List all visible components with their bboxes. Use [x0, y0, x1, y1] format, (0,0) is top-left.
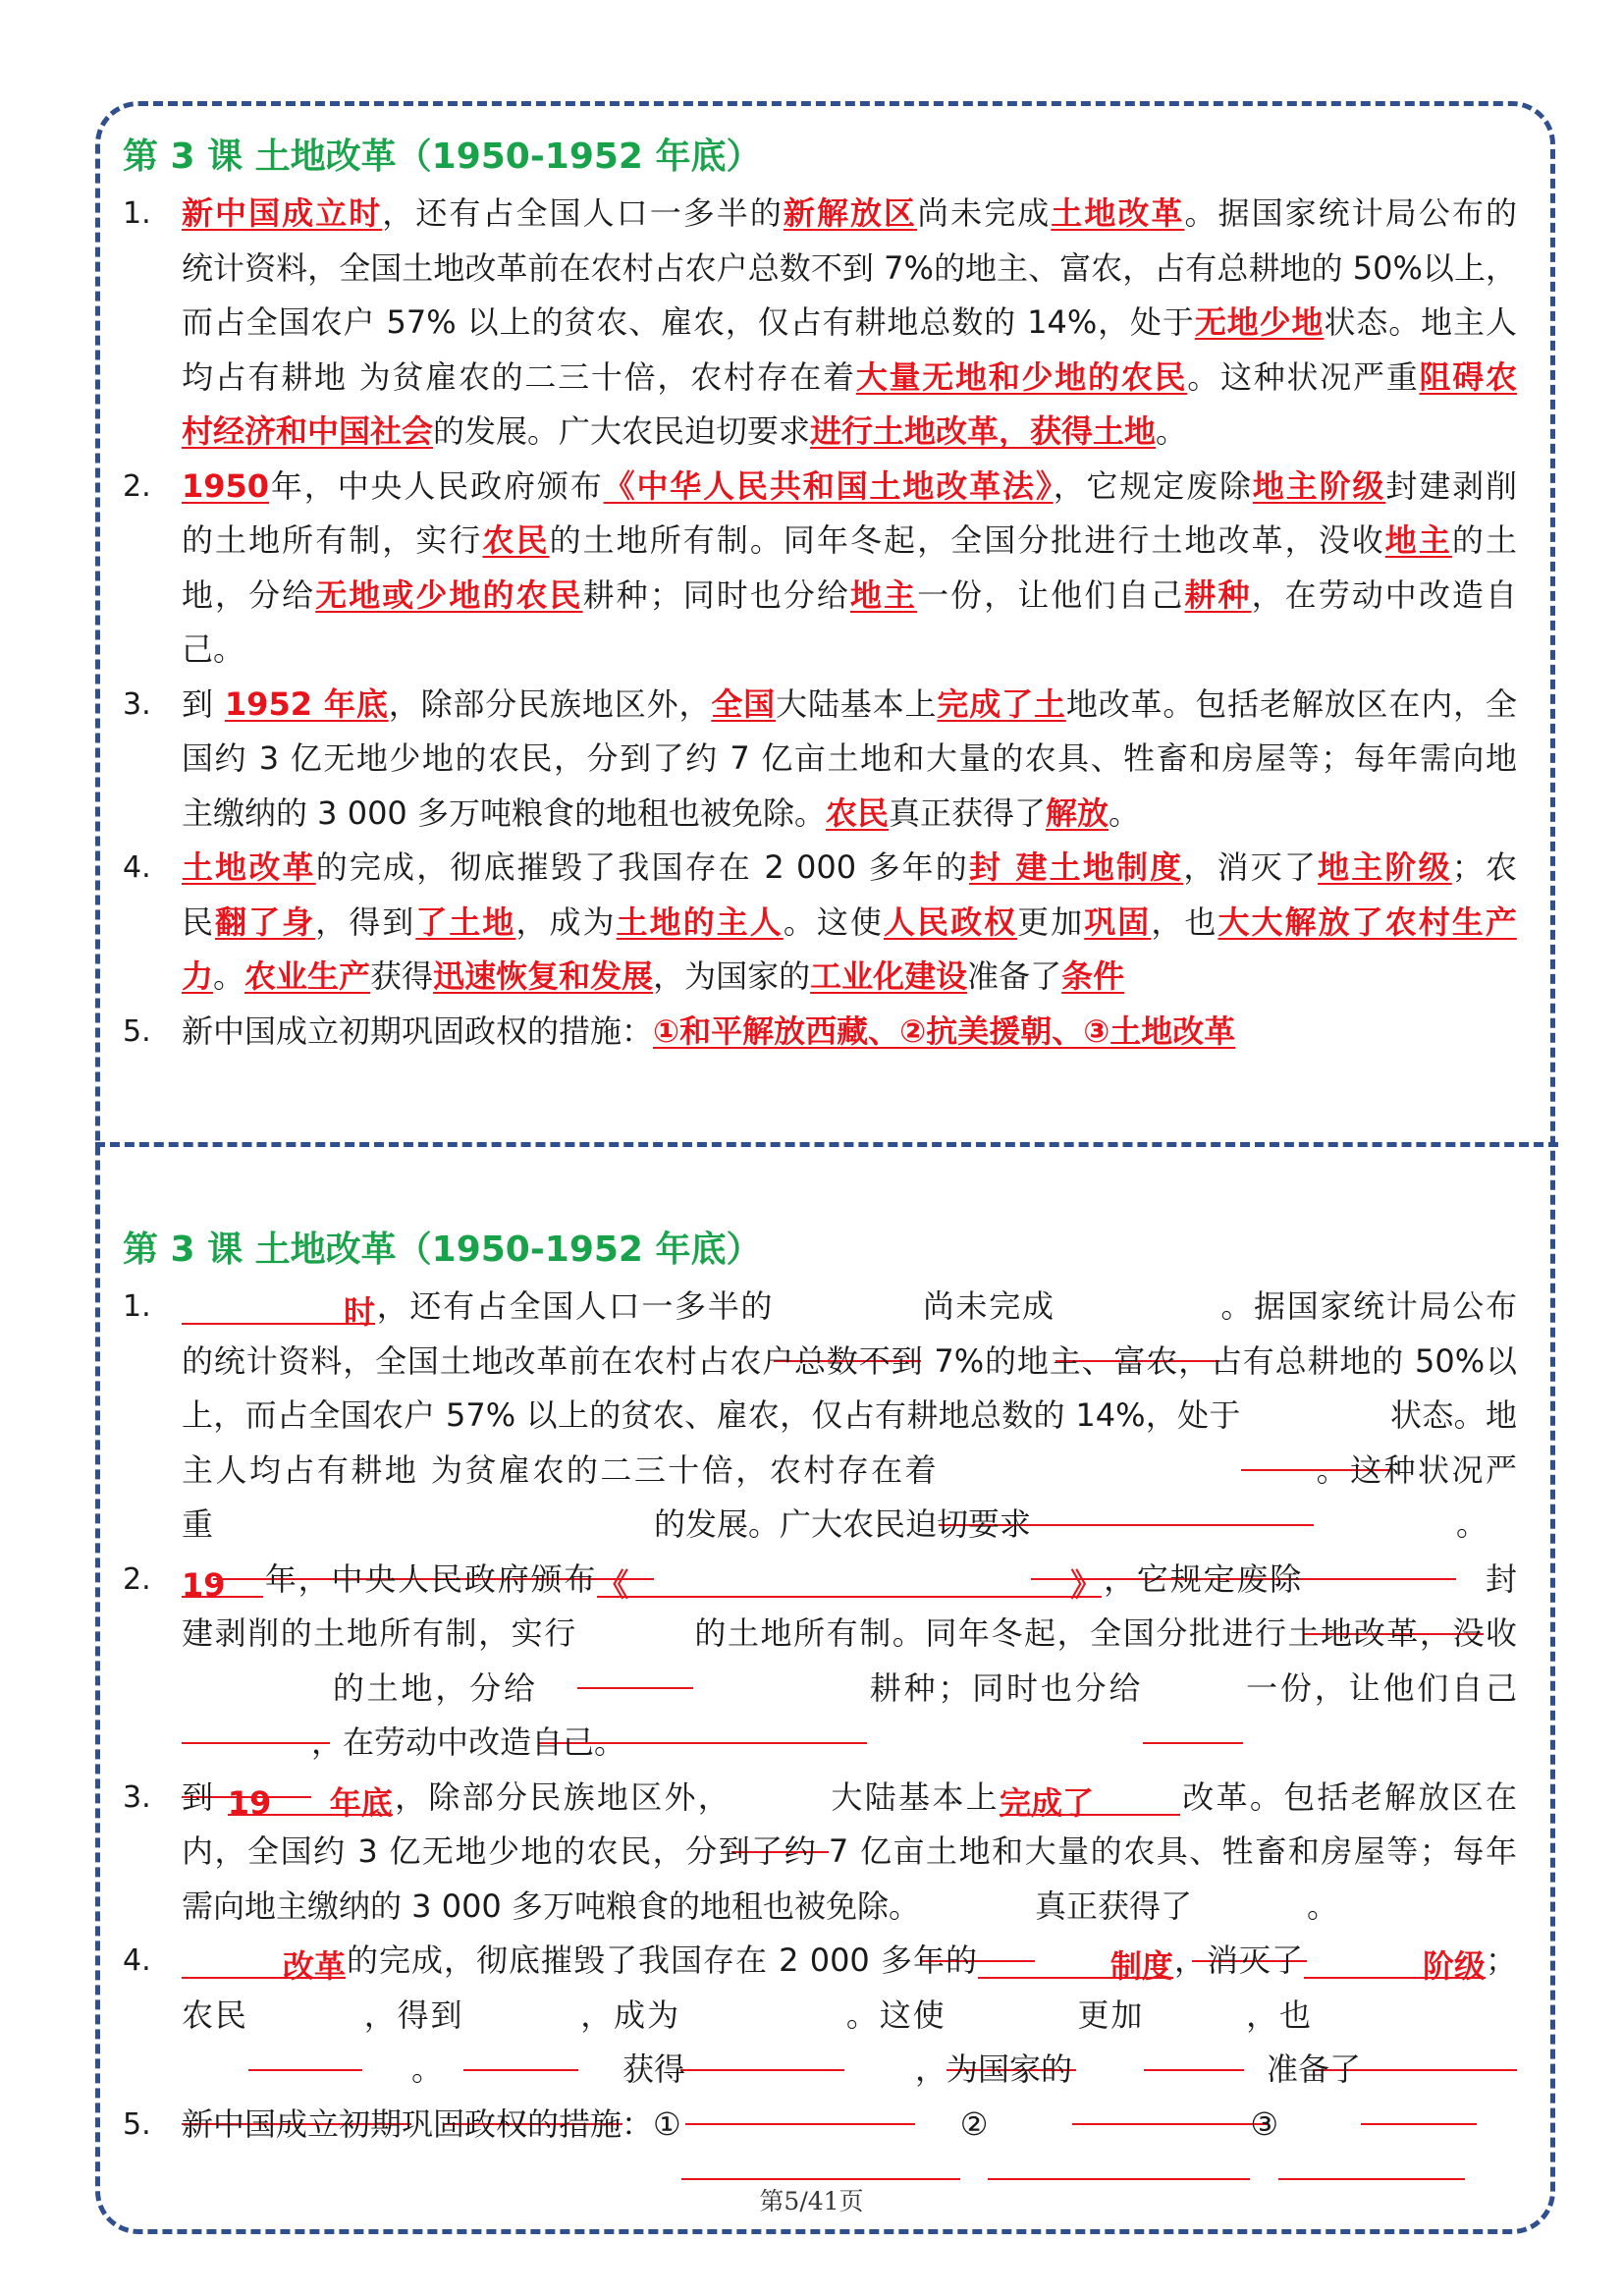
blank-prefix: 完成了 [999, 1783, 1094, 1822]
text-line [182, 1880, 1517, 1935]
body-text: 一份，让他们自己 [1243, 1668, 1517, 1707]
lesson-title: 第 3 课 土地改革（1950-1952 年底） [123, 137, 762, 177]
body-text: 年，中央人民政府颁布 [269, 466, 604, 505]
body-text: 的土地所有制。同年冬起，全国分批进行土地改革，没收 [549, 521, 1385, 559]
list-item [123, 678, 1517, 842]
text-line [182, 1825, 1517, 1880]
body-text: 封建剥削 [1385, 466, 1517, 505]
body-text: 耕种；同时也分给 [866, 1668, 1144, 1707]
lesson-title: 第 3 课 土地改革（1950-1952 年底） [123, 1230, 762, 1270]
fill-in-blank[interactable] [1278, 2141, 1465, 2180]
item-number: 2. [123, 468, 151, 504]
blank-prefix: 19 [227, 1783, 272, 1822]
body-text: 准备了 [1267, 2050, 1362, 2088]
list-item [123, 1553, 1517, 1771]
key-answer: 巩固 [1084, 902, 1152, 941]
text-line [182, 569, 1517, 624]
blank-suffix: 改革 [282, 1947, 346, 1985]
key-answer: 完成了土 [937, 684, 1066, 723]
body-text: 地改革。包括老解放区在内，全 [1065, 684, 1517, 723]
key-answer: 解放 [1046, 793, 1109, 832]
body-text: 民 [182, 902, 216, 941]
body-text: 的统计资料，全国土地改革前在农村占农户总数不到 7%的地主、富农，占有总耕地的 50%以 [182, 1341, 1517, 1380]
key-answer: 地主阶级 [1252, 466, 1386, 505]
key-answer: 土地改革 [182, 848, 316, 886]
blank-suffix: 年底 [329, 1783, 393, 1822]
text-line [182, 896, 1517, 951]
body-text: 建剥削的土地所有制，实行 [182, 1614, 577, 1652]
body-text: ③ [1250, 2105, 1279, 2143]
body-text: 己。 [182, 630, 245, 668]
body-text: 。据国家统计局公布 [1218, 1287, 1517, 1325]
list-item [123, 460, 1517, 678]
body-text: 耕种；同时也分给 [582, 575, 850, 614]
body-text: 状态。地 [1389, 1396, 1517, 1434]
body-text: 国约 3 亿无地少地的农民，分到了约 7 亿亩土地和大量的农具、牲畜和房屋等；每年需向地 [182, 739, 1517, 777]
list-item [123, 1771, 1517, 1935]
text-line [182, 678, 1517, 733]
text-line [182, 1771, 1517, 1826]
body-text: 的发展。广大农民迫切要求 [433, 412, 811, 450]
body-text: ，也 [1244, 1995, 1313, 2034]
body-text: 。 [1456, 1505, 1488, 1543]
fill-in-blank[interactable] [988, 2141, 1250, 2180]
fill-in-blank[interactable] [597, 1558, 1103, 1604]
key-answer: 土地的主人 [616, 902, 784, 941]
text-line [182, 1005, 1517, 1060]
body-text: 的发展。广大农民迫切要求 [654, 1505, 1032, 1543]
key-answer: 力 [182, 957, 214, 995]
body-text: ，为国家的 [653, 957, 811, 995]
key-answer: 大大解放了农村生产 [1217, 902, 1517, 941]
fill-in-blank[interactable] [227, 1777, 393, 1822]
blank-prefix: 《 [597, 1565, 629, 1604]
body-text: 。 [1306, 1886, 1338, 1925]
text-line [182, 787, 1517, 842]
key-answer: 阻碍农 [1419, 357, 1517, 396]
body-text: ，得到 [361, 1995, 464, 2034]
body-text: 的土地，分给 [330, 1668, 538, 1707]
key-answer: 了土地 [415, 902, 516, 941]
fill-in-blank[interactable] [978, 1940, 1173, 1985]
list-item [123, 1280, 1517, 1553]
item-number: 1. [123, 1289, 151, 1324]
item-number: 3. [123, 1779, 151, 1815]
key-answer: 进行土地改革，获得土地 [810, 412, 1157, 450]
body-text: 。这种状况严重 [1187, 357, 1420, 396]
key-answer: 封 建土地制度 [968, 848, 1184, 886]
body-text: 。 [213, 957, 245, 995]
body-text: 获得 [370, 957, 434, 995]
blank-suffix: 》 [1070, 1565, 1103, 1604]
body-text: 。这使 [843, 1995, 947, 2034]
key-answer: 大量无地和少地的农民 [855, 357, 1188, 396]
key-answer: 迅速恢复和发展 [433, 957, 654, 995]
text-line [182, 623, 1517, 678]
item-number: 5. [123, 2106, 151, 2142]
body-text: 准备了 [967, 957, 1062, 995]
body-text: ② [959, 2105, 989, 2143]
fill-in-blank[interactable] [681, 2141, 960, 2180]
body-text: 封 [1484, 1559, 1517, 1598]
body-text: 内，全国约 3 亿无地少地的农民，分到了约 7 亿亩土地和大量的农具、牲畜和房屋等；每年 [182, 1832, 1517, 1870]
text-line [182, 405, 1517, 460]
key-answer: 翻了身 [215, 902, 316, 941]
key-answer: 无地少地 [1194, 303, 1325, 341]
item-number: 2. [123, 1561, 151, 1597]
body-text: ，除部分民族地区外， [392, 1777, 732, 1816]
text-line [182, 1498, 1517, 1553]
body-text: ； [1485, 1941, 1517, 1979]
body-text: 需向地主缴纳的 3 000 多万吨粮食的地租也被免除。 [182, 1886, 920, 1925]
body-text: 到 [182, 684, 225, 723]
body-text: 地，分给 [182, 575, 316, 614]
fill-blank-section [123, 1221, 1517, 2152]
key-answer: 地主 [849, 575, 918, 614]
list-item [123, 1934, 1517, 2098]
body-text: 而占全国农户 57% 以上的贫农、雇农，仅占有耕地总数的 14%，处于 [182, 303, 1195, 341]
blank-paragraphs [123, 1280, 1517, 2152]
body-text: ；农 [1451, 848, 1517, 886]
text-line [182, 1607, 1517, 1662]
text-line [182, 1934, 1517, 1989]
body-text: ，得到 [315, 902, 416, 941]
text-line [182, 1662, 1517, 1717]
answer-section [123, 128, 1517, 1059]
body-text: 尚未完成 [921, 1287, 1055, 1325]
key-answer: 1952 年底 [224, 684, 389, 723]
body-text: 状态。地主人 [1324, 303, 1517, 341]
body-text: 。 [411, 2050, 444, 2088]
text-line [182, 950, 1517, 1005]
text-line [182, 1280, 1517, 1335]
body-text: 新中国成立初期巩固政权的措施： [182, 1011, 654, 1050]
fill-in-blank[interactable] [1304, 1940, 1486, 1985]
body-text: 均占有耕地 为贫雇农的二三十倍，农村存在着 [182, 357, 856, 396]
key-answer: 工业化建设 [810, 957, 968, 995]
text-line [182, 296, 1517, 351]
body-text: 。这种状况严 [1314, 1450, 1517, 1489]
list-item [123, 187, 1517, 460]
body-text: 主缴纳的 3 000 多万吨粮食的地租也被免除。 [182, 793, 826, 832]
body-text: 真正获得了 [888, 793, 1046, 832]
body-text: 的完成，彻底摧毁了我国存在 2 000 多年的 [315, 848, 969, 886]
fill-in-blank[interactable] [1143, 1705, 1243, 1744]
key-answer: 新中国成立时 [182, 194, 383, 232]
key-answer: 1950 [182, 466, 270, 505]
key-answer: 新解放区 [783, 194, 918, 232]
key-answer: 条件 [1061, 957, 1125, 995]
blank-suffix: 时 [343, 1293, 375, 1331]
item-number: 4. [123, 1943, 151, 1978]
page-number: 第5/41页 [759, 2187, 864, 2215]
text-line [182, 1989, 1517, 2044]
text-line [182, 2043, 1517, 2098]
body-text: 新中国成立初期巩固政权的措施：① [182, 2105, 681, 2143]
fill-in-blank[interactable] [182, 1285, 375, 1331]
body-text: ，除部分民族地区外， [388, 684, 712, 723]
body-text: 重 [182, 1505, 214, 1543]
item-number: 1. [123, 196, 151, 231]
body-text: ，为国家的 [915, 2050, 1073, 2088]
key-answer: 村经济和中国社会 [182, 412, 434, 450]
text-line [182, 1444, 1517, 1499]
body-text: 大陆基本上 [776, 684, 938, 723]
text-line [182, 460, 1517, 515]
body-text: ，成为 [515, 902, 617, 941]
body-text: ，在劳动中改造自 [1251, 575, 1517, 614]
body-text: 的土地所有制。同年冬起，全国分批进行土地改革，没收 [692, 1614, 1517, 1652]
text-line [182, 841, 1517, 896]
key-answer: 无地或少地的农民 [315, 575, 583, 614]
body-text: 获得 [622, 2050, 686, 2088]
blank-suffix: 阶级 [1422, 1947, 1486, 1985]
body-text: 主人均占有耕地 为贫雇农的二三十倍，农村存在着 [182, 1450, 940, 1489]
fill-in-blank[interactable] [999, 1777, 1180, 1822]
key-answer: 《中华人民共和国土地改革法》 [603, 466, 1054, 505]
text-line [182, 1553, 1517, 1608]
fill-in-blank[interactable] [182, 1940, 346, 1985]
body-text: 一份，让他们自己 [917, 575, 1185, 614]
text-line [182, 2098, 1517, 2153]
body-text: ，在劳动中改造自己。 [311, 1723, 626, 1761]
text-line [182, 1389, 1517, 1444]
blank-suffix: 制度 [1109, 1947, 1173, 1985]
key-answer: 土地改革 [1051, 194, 1185, 232]
item-number: 4. [123, 850, 151, 885]
list-item [123, 841, 1517, 1005]
body-text: 尚未完成 [917, 194, 1052, 232]
list-item [123, 1005, 1517, 1060]
body-text: ，也 [1151, 902, 1218, 941]
body-text: 年，中央人民政府颁布 [263, 1559, 598, 1598]
section-divider [95, 1142, 1558, 1147]
item-number: 3. [123, 686, 151, 722]
body-text: 。 [1156, 412, 1188, 450]
key-answer: ①和平解放西藏、②抗美援朝、③土地改革 [653, 1011, 1236, 1050]
text-line [182, 351, 1517, 406]
body-text: ，成为 [578, 1995, 680, 2034]
body-text: ，它规定废除 [1053, 466, 1253, 505]
body-text: 真正获得了 [1034, 1886, 1192, 1925]
blank-prefix: 19 [182, 1565, 226, 1604]
body-text: ，消灭了 [1172, 1941, 1304, 1979]
key-answer: 农民 [482, 521, 550, 559]
item-number: 5. [123, 1013, 151, 1049]
text-line [182, 1335, 1517, 1390]
body-text: ，还有占全国人口一多半的 [375, 1287, 775, 1325]
body-text: ，它规定废除 [1102, 1559, 1304, 1598]
body-text: ，还有占全国人口一多半的 [382, 194, 784, 232]
list-item [123, 2098, 1517, 2153]
fill-in-blank[interactable] [182, 1558, 263, 1604]
key-answer: 地主阶级 [1318, 848, 1452, 886]
body-text: 改革。包括老解放区在 [1179, 1777, 1517, 1816]
body-text: 大陆基本上 [829, 1777, 1000, 1816]
body-text: 上，而占全国农户 57% 以上的贫农、雇农，仅占有耕地总数的 14%，处于 [182, 1396, 1241, 1434]
body-text: ，消灭了 [1183, 848, 1319, 886]
body-text: 的完成，彻底摧毁了我国存在 2 000 多年的 [346, 1941, 978, 1979]
answer-paragraphs [123, 187, 1517, 1059]
text-line [182, 732, 1517, 787]
key-answer: 全国 [711, 684, 777, 723]
body-text: 。 [1109, 793, 1141, 832]
key-answer: 农业生产 [244, 957, 371, 995]
text-line [182, 187, 1517, 242]
body-text: 的土 [1451, 521, 1517, 559]
key-answer: 人民政权 [883, 902, 1018, 941]
body-text: 。这使 [783, 902, 884, 941]
key-answer: 耕种 [1184, 575, 1252, 614]
body-text: 更加 [1017, 902, 1085, 941]
body-text: 的土地所有制，实行 [182, 521, 483, 559]
key-answer: 地主 [1384, 521, 1452, 559]
text-line [182, 242, 1517, 297]
body-text: 统计资料，全国土地改革前在农村占农户总数不到 7%的地主、富农，占有总耕地的 50%以上， [182, 248, 1517, 287]
body-text: 更加 [1075, 1995, 1145, 2034]
key-answer: 农民 [825, 793, 889, 832]
body-text: 农民 [182, 1995, 248, 2034]
body-text: 。据国家统计局公布的 [1184, 194, 1517, 232]
text-line [182, 514, 1517, 569]
body-text: 到 [182, 1777, 228, 1816]
